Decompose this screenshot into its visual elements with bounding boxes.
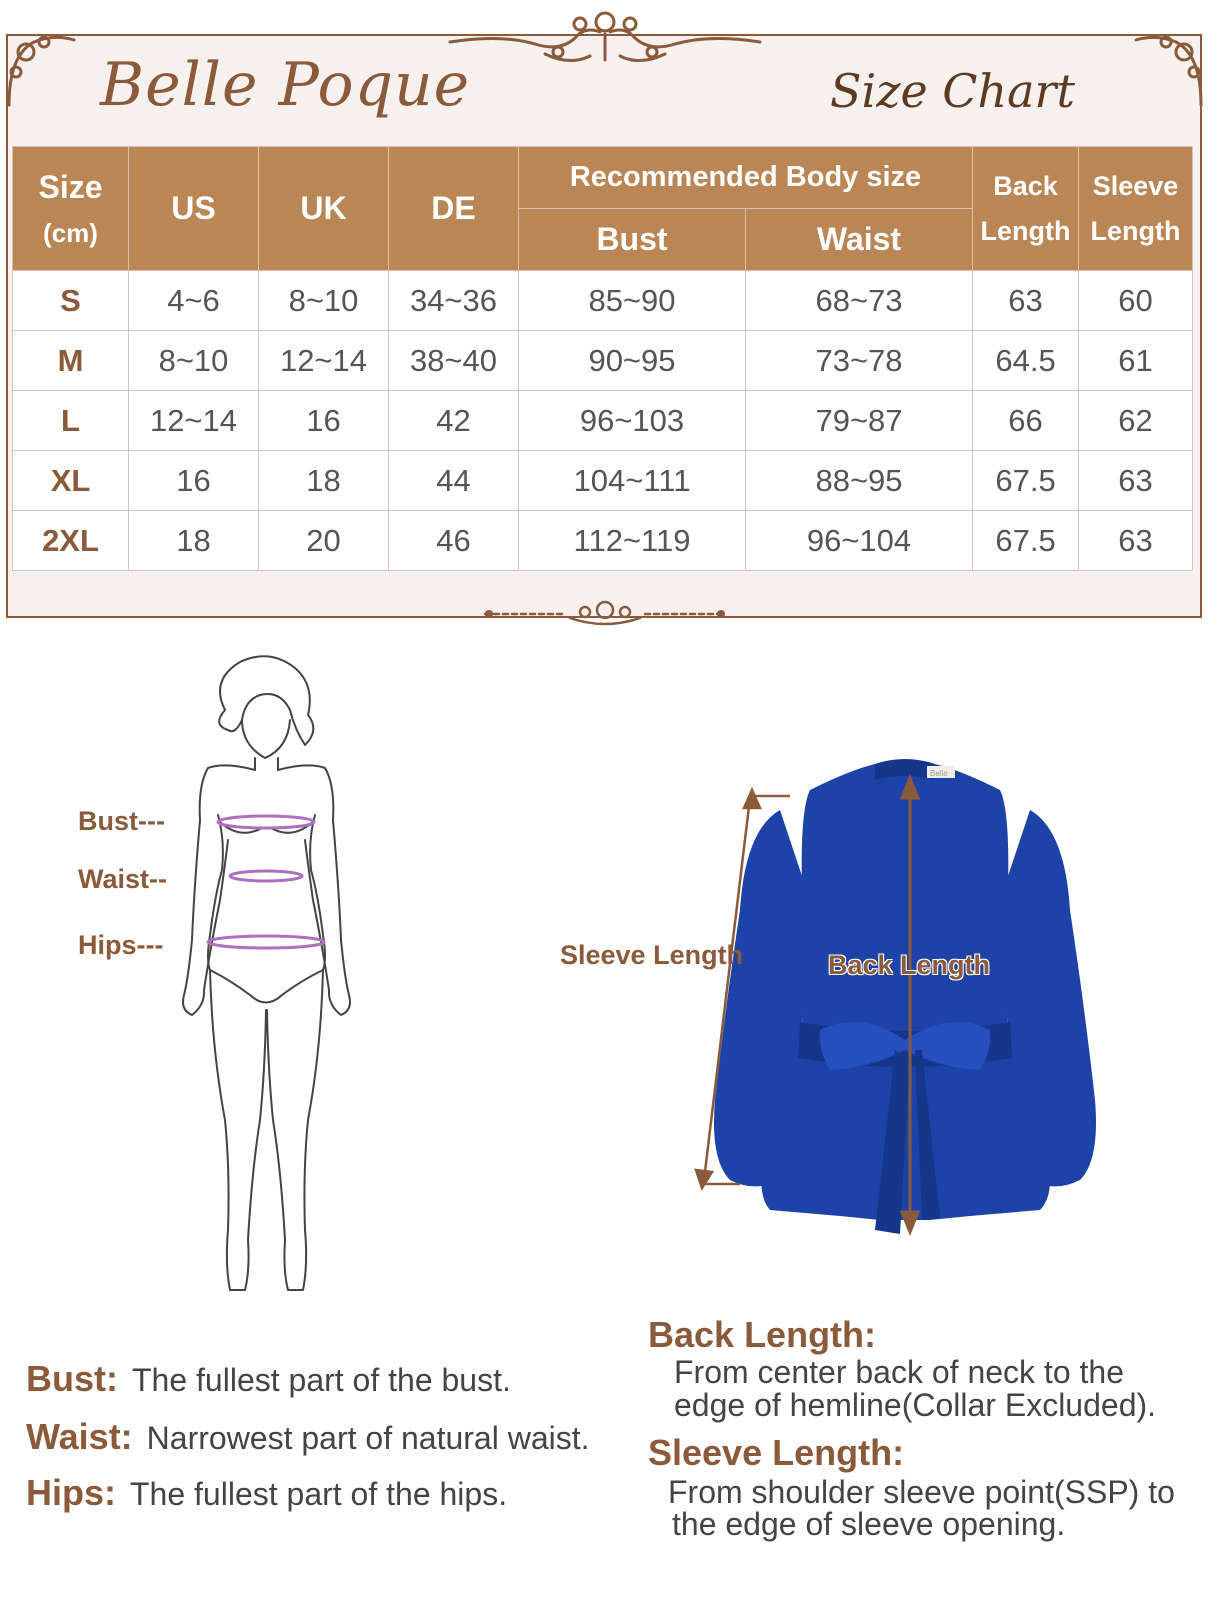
corner-ornament-left-icon xyxy=(4,30,84,110)
label-tag: Belle xyxy=(930,769,948,778)
table-cell: 8~10 xyxy=(129,331,259,391)
size-cell: L xyxy=(13,391,129,451)
table-cell: 44 xyxy=(389,451,519,511)
table-cell: 34~36 xyxy=(389,271,519,331)
table-cell: 104~111 xyxy=(519,451,746,511)
table-cell: 112~119 xyxy=(519,511,746,571)
definition-waist-title: Waist: xyxy=(26,1416,133,1457)
header-sleeve-length xyxy=(1079,147,1193,271)
chart-title: Size Chart xyxy=(830,64,1076,118)
corner-ornament-right-icon xyxy=(1126,30,1206,110)
body-figure-illustration xyxy=(170,650,360,1300)
table-cell: 96~103 xyxy=(519,391,746,451)
size-cell: S xyxy=(13,271,129,331)
table-cell: 85~90 xyxy=(519,271,746,331)
table-cell: 67.5 xyxy=(973,511,1079,571)
table-cell: 18 xyxy=(129,511,259,571)
table-cell: 62 xyxy=(1079,391,1193,451)
definition-hips xyxy=(26,1472,507,1514)
table-cell: 16 xyxy=(129,451,259,511)
table-row xyxy=(13,331,1193,391)
table-cell: 90~95 xyxy=(519,331,746,391)
size-table xyxy=(12,146,1193,571)
definition-bust-title: Bust: xyxy=(26,1358,118,1399)
table-cell: 4~6 xyxy=(129,271,259,331)
definition-sleeve-line2: the edge of sleeve opening. xyxy=(672,1506,1066,1542)
table-row xyxy=(13,511,1193,571)
header-back-line1: Back xyxy=(993,170,1058,201)
bottom-ornament-icon xyxy=(475,596,735,630)
header-size xyxy=(13,147,129,271)
header-de: DE xyxy=(389,147,519,271)
header-uk: UK xyxy=(259,147,389,271)
sleeve-length-label: Sleeve Length xyxy=(560,940,744,970)
table-cell: 73~78 xyxy=(746,331,973,391)
definition-sleeve-line1: From shoulder sleeve point(SSP) to xyxy=(668,1474,1175,1510)
header-size-label: Size xyxy=(38,168,103,205)
table-cell: 60 xyxy=(1079,271,1193,331)
table-cell: 63 xyxy=(1079,511,1193,571)
table-row xyxy=(13,271,1193,331)
table-cell: 16 xyxy=(259,391,389,451)
size-cell: XL xyxy=(13,451,129,511)
table-cell: 61 xyxy=(1079,331,1193,391)
header-size-unit: (cm) xyxy=(43,217,98,248)
definition-back-line2: edge of hemline(Collar Excluded). xyxy=(674,1387,1157,1423)
table-cell: 64.5 xyxy=(973,331,1079,391)
definition-bust xyxy=(26,1358,511,1400)
table-cell: 38~40 xyxy=(389,331,519,391)
brand-logo: Belle Poque xyxy=(100,50,471,120)
definition-hips-title: Hips: xyxy=(26,1472,116,1513)
header-sleeve-line2: Length xyxy=(1090,215,1181,246)
table-cell: 46 xyxy=(389,511,519,571)
table-cell: 18 xyxy=(259,451,389,511)
header-back-line2: Length xyxy=(980,215,1071,246)
definition-waist-text: Narrowest part of natural waist. xyxy=(146,1420,590,1456)
size-cell: M xyxy=(13,331,129,391)
definition-back-title: Back Length: xyxy=(648,1314,877,1355)
header-bust: Bust xyxy=(519,209,746,271)
figure-label-bust: Bust--- xyxy=(78,806,165,836)
table-row xyxy=(13,391,1193,451)
table-cell: 79~87 xyxy=(746,391,973,451)
figure-label-waist: Waist-- xyxy=(78,864,167,894)
top-ornament-icon xyxy=(440,4,770,74)
table-row xyxy=(13,451,1193,511)
table-cell: 66 xyxy=(973,391,1079,451)
table-cell: 12~14 xyxy=(129,391,259,451)
table-cell: 42 xyxy=(389,391,519,451)
definition-sleeve-title: Sleeve Length: xyxy=(648,1432,905,1473)
header-back-length xyxy=(973,147,1079,271)
table-cell: 88~95 xyxy=(746,451,973,511)
table-cell: 8~10 xyxy=(259,271,389,331)
table-cell: 96~104 xyxy=(746,511,973,571)
table-cell: 68~73 xyxy=(746,271,973,331)
figure-label-hips: Hips--- xyxy=(78,930,164,960)
definition-bust-text: The fullest part of the bust. xyxy=(132,1362,511,1398)
definition-hips-text: The fullest part of the hips. xyxy=(130,1476,508,1512)
size-cell: 2XL xyxy=(13,511,129,571)
definition-waist xyxy=(26,1416,590,1458)
table-cell: 67.5 xyxy=(973,451,1079,511)
header-waist: Waist xyxy=(746,209,973,271)
table-cell: 20 xyxy=(259,511,389,571)
header-sleeve-line1: Sleeve xyxy=(1092,170,1179,201)
table-cell: 63 xyxy=(973,271,1079,331)
header-recommended: Recommended Body size xyxy=(519,147,973,209)
blouse-illustration xyxy=(690,750,1120,1250)
table-cell: 63 xyxy=(1079,451,1193,511)
header-us: US xyxy=(129,147,259,271)
table-cell: 12~14 xyxy=(259,331,389,391)
back-length-label: Back Length xyxy=(828,950,991,980)
definition-back-line1: From center back of neck to the xyxy=(674,1354,1124,1390)
